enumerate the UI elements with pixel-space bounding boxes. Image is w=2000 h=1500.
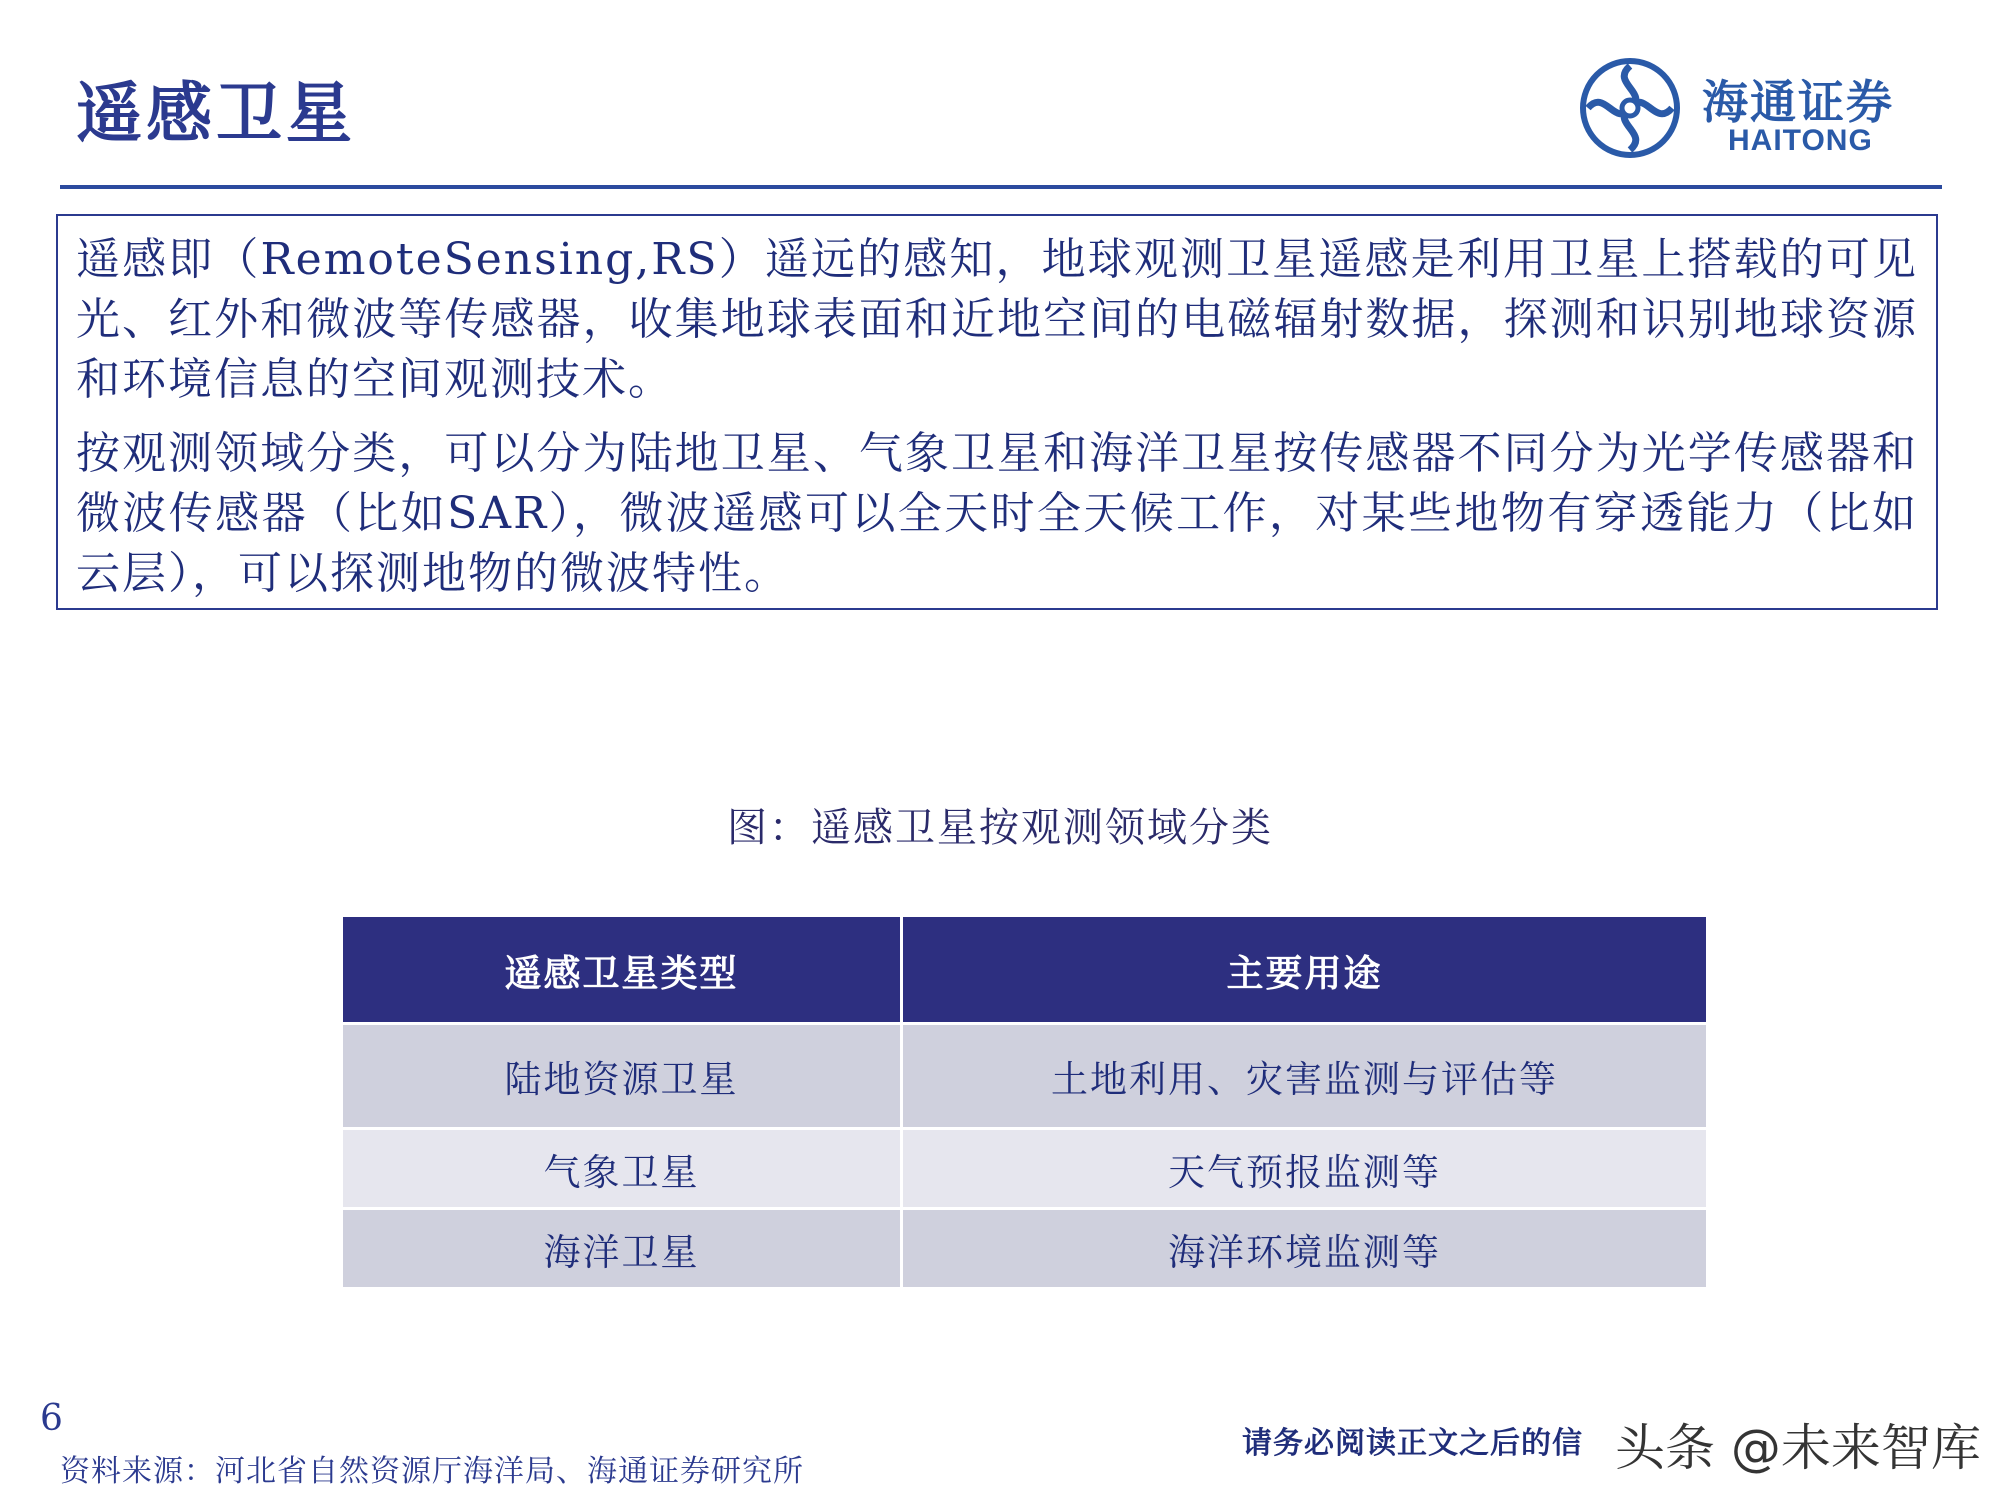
data-source: 资料来源：河北省自然资源厅海洋局、海通证券研究所 [60, 1454, 804, 1489]
cell-main-use: 土地利用、灾害监测与评估等 [902, 1024, 1708, 1129]
table-row [342, 1129, 1708, 1209]
header-divider [60, 185, 1942, 189]
header-main-use: 主要用途 [902, 916, 1708, 1024]
satellite-classification-table [340, 914, 1709, 1290]
table-row [342, 1024, 1708, 1129]
figure-caption: 图：遥感卫星按观测领域分类 [727, 805, 1273, 851]
cell-satellite-type: 气象卫星 [342, 1129, 902, 1209]
cell-main-use: 海洋环境监测等 [902, 1209, 1708, 1289]
cell-satellite-type: 陆地资源卫星 [342, 1024, 902, 1129]
cell-main-use: 天气预报监测等 [902, 1129, 1708, 1209]
disclaimer-text: 请务必阅读正文之后的信 [1242, 1426, 1583, 1461]
intro-paragraph-2: 按观测领域分类，可以分为陆地卫星、气象卫星和海洋卫星按传感器不同分为光学传感器和微波传感器（比如SAR），微波遥感可以全天时全天候工作，对某些地物有穿透能力（比如云层），可以探测地物的微波特性。 [76, 428, 1918, 599]
watermark: 头条 @未来智库 [1615, 1419, 1981, 1477]
logo-english-text: HAITONG [1728, 124, 1873, 157]
intro-paragraph-1: 遥感即（RemoteSensing,RS）遥远的感知，地球观测卫星遥感是利用卫星上搭载的可见光、红外和微波等传感器，收集地球表面和近地空间的电磁辐射数据，探测和识别地球资源和环境信息的空间观测技术。 [76, 234, 1918, 405]
haitong-logo [1580, 58, 1940, 168]
table-header-row [342, 916, 1708, 1024]
table-row [342, 1209, 1708, 1289]
haitong-logo-icon [1580, 58, 1680, 158]
page-title: 遥感卫星 [76, 74, 356, 152]
header-satellite-type: 遥感卫星类型 [342, 916, 902, 1024]
page-number: 6 [40, 1398, 63, 1439]
cell-satellite-type: 海洋卫星 [342, 1209, 902, 1289]
logo-chinese-text: 海通证券 [1702, 75, 1894, 129]
intro-textbox [56, 214, 1938, 610]
